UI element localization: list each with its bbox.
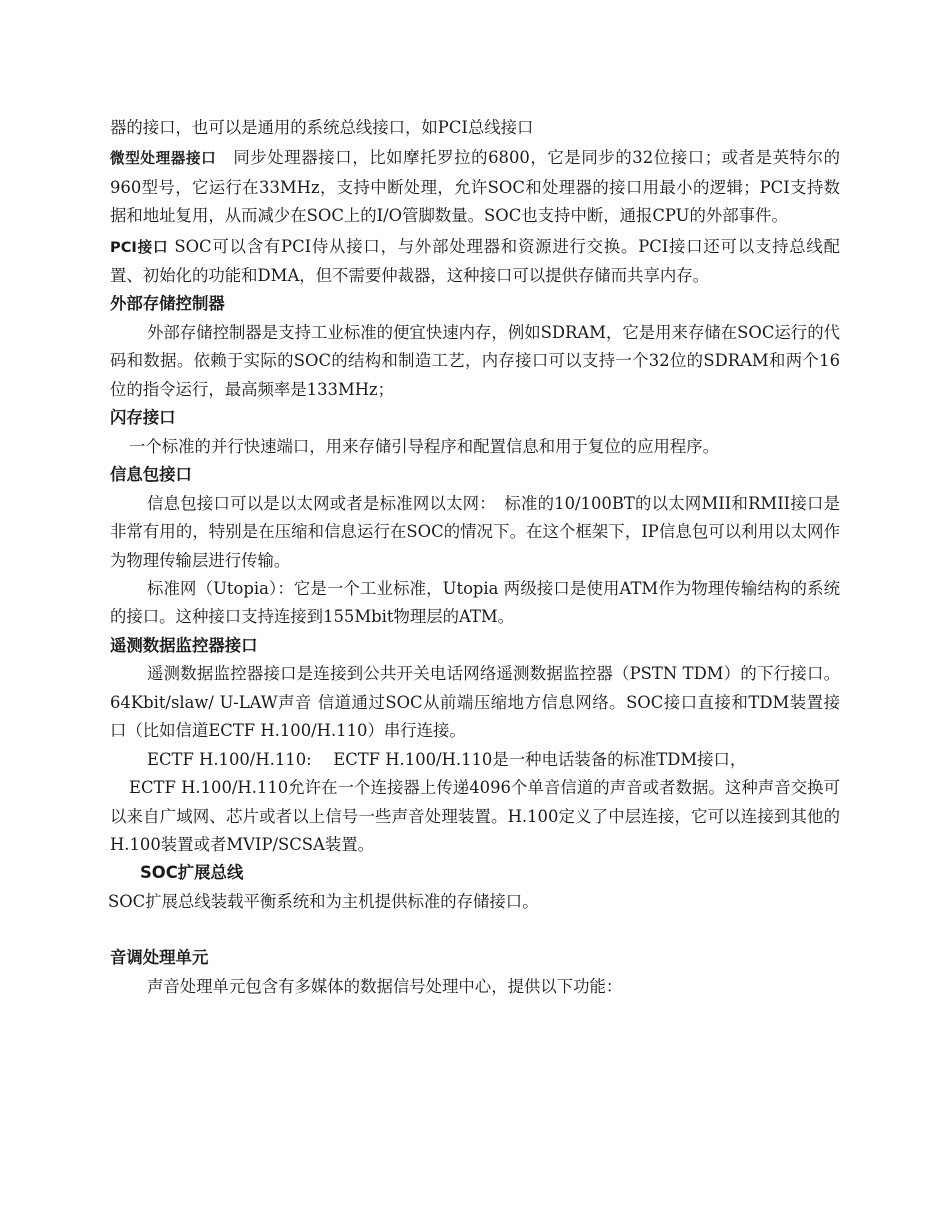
- flash-heading: 闪存接口: [110, 408, 176, 428]
- packet-paragraph-ethernet: 信息包接口可以是以太网或者是标准网以太网： 标准的10/100BT的以太网MII和RMII接口是非常有用的，特别是在压缩和信息运行在SOC的情况下。在这个框架下，IP信息包可以利用以太网作为物理传输层进行传输。: [110, 493, 840, 570]
- pci-label: PCI接口: [110, 238, 169, 256]
- telemetry-heading: 遥测数据监控器接口: [110, 635, 258, 655]
- packet-heading: 信息包接口: [110, 465, 192, 485]
- micro-processor-text: 同步处理器接口，比如摩托罗拉的6800，它是同步的32位接口；或者是英特尔的960型号，它运行在33MHz，支持中断处理，允许SOC和处理器的接口用最小的逻辑；PCI支持数据和地址复用，从而减少在SOC上的I/O管脚数量。SOC也支持中断，通报CPU的外部事件。: [110, 148, 840, 226]
- document-page: [110, 114, 840, 1001]
- tone-heading: 音调处理单元: [110, 948, 209, 968]
- telemetry-paragraph-main: 遥测数据监控器接口是连接到公共开关电话网络遥测数据监控器（PSTN TDM）的下行接口。64Kbit/slaw/ U-LAW声音 信道通过SOC从前端压缩地方信息网络。SOC接口直接和TDM装置接口（比如信道ECTF H.100/H.110）串行连接。: [110, 664, 840, 741]
- flash-paragraph: 一个标准的并行快速端口，用来存储引导程序和配置信息和用于复位的应用程序。: [129, 436, 720, 456]
- soc-bus-heading: SOC扩展总线: [140, 863, 244, 883]
- pci-text: SOC可以含有PCI侍从接口，与外部处理器和资源进行交换。PCI接口还可以支持总线配置、初始化的功能和DMA，但不需要仲裁器，这种接口可以提供存储而共享内存。: [110, 236, 840, 286]
- telemetry-paragraph-ectf-title: ECTF H.100/H.110: ECTF H.100/H.110是一种电话装备的标准TDM接口，: [147, 749, 747, 769]
- ext-mem-paragraph: 外部存储控制器是支持工业标准的便宜快速内存，例如SDRAM，它是用来存储在SOC运行的代码和数据。依赖于实际的SOC的结构和制造工艺，内存接口可以支持一个32位的SDRAM和两个16位的指令运行，最高频率是133MHz；: [110, 323, 840, 399]
- soc-bus-paragraph: SOC扩展总线装载平衡系统和为主机提供标准的存储接口。: [108, 891, 539, 911]
- ext-mem-heading: 外部存储控制器: [110, 294, 225, 314]
- packet-paragraph-utopia: 标准网（Utopia）：它是一个工业标准，Utopia 两级接口是使用ATM作为物理传输结构的系统的接口。这种接口支持连接到155Mbit物理层的ATM。: [110, 579, 840, 627]
- micro-processor-label: 微型处理器接口: [110, 150, 217, 168]
- tone-paragraph: 声音处理单元包含有多媒体的数据信号处理中心，提供以下功能：: [147, 976, 623, 996]
- telemetry-paragraph-ectf-body: ECTF H.100/H.110允许在一个连接器上传递4096个单音信道的声音或者数据。这种声音交换可以来自广域网、芯片或者以上信号一些声音处理装置。H.100定义了中层连接，它可以连接到其他的H.100装置或者MVIP/SCSA装置。: [110, 778, 840, 854]
- pci-paragraph: [110, 231, 840, 291]
- micro-processor-paragraph: [110, 142, 840, 230]
- intro-paragraph: 器的接口，也可以是通用的系统总线接口，如PCI总线接口: [110, 118, 534, 137]
